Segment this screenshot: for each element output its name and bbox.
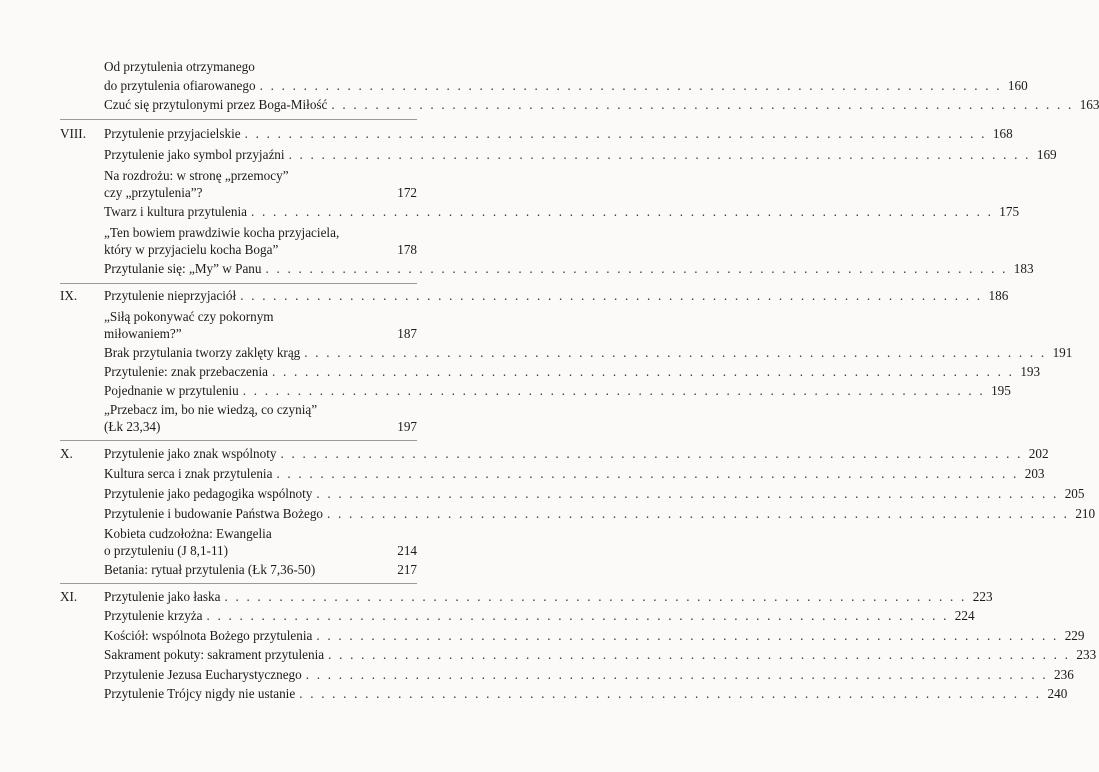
toc-entry-page: 178 bbox=[397, 242, 417, 257]
dot-leader bbox=[306, 666, 1048, 683]
toc-entry bbox=[104, 363, 1041, 380]
toc-entry-title: Przytulenie jako łaska bbox=[104, 589, 221, 604]
toc-entry-page: 183 bbox=[1013, 261, 1034, 276]
toc-entry-title: Pojednanie w przytuleniu bbox=[104, 383, 239, 398]
toc-entry bbox=[104, 125, 1013, 142]
toc-entry-title: Przytulenie jako znak wspólnoty bbox=[104, 446, 277, 461]
toc-entry-title: Kobieta cudzołożna: Ewangelia bbox=[104, 526, 272, 541]
toc-entry bbox=[104, 445, 1049, 462]
toc-entry-page: 229 bbox=[1064, 628, 1085, 643]
toc-entry-page: 187 bbox=[397, 326, 417, 341]
toc-entry bbox=[104, 146, 1057, 163]
toc-entry-title: Przytulenie nieprzyjaciół bbox=[104, 288, 237, 303]
toc-entry-page: 203 bbox=[1024, 466, 1045, 481]
toc-entry bbox=[104, 241, 417, 258]
toc-entry bbox=[104, 308, 417, 325]
toc-entry bbox=[104, 260, 1034, 277]
toc-entry-page: 240 bbox=[1047, 686, 1068, 701]
toc-entry-page: 163 bbox=[1079, 97, 1099, 112]
toc-entry-title: Przytulenie krzyża bbox=[104, 608, 203, 623]
toc-entry bbox=[104, 525, 417, 542]
toc-entry-page: 175 bbox=[999, 204, 1020, 219]
toc-entry-title: Twarz i kultura przytulenia bbox=[104, 204, 247, 219]
toc-entry-title: do przytulenia ofiarowanego bbox=[104, 78, 256, 93]
toc-entry-page: 210 bbox=[1075, 506, 1096, 521]
toc-entry bbox=[104, 344, 1073, 361]
dot-leader bbox=[207, 607, 949, 624]
toc-entry-title: Przytulenie: znak przebaczenia bbox=[104, 364, 269, 379]
toc-entry-page: 202 bbox=[1028, 446, 1049, 461]
section-divider bbox=[60, 119, 417, 120]
toc-entry-title: „Siłą pokonywać czy pokornym bbox=[104, 309, 274, 324]
toc-entry bbox=[104, 465, 1045, 482]
toc-entry-title: Przytulenie Jezusa Eucharystycznego bbox=[104, 667, 302, 682]
toc-entry-title: Przytulenie i budowanie Państwa Bożego bbox=[104, 506, 324, 521]
toc-entry-title: „Ten bowiem prawdziwie kocha przyjaciela, bbox=[104, 225, 340, 240]
toc-entry bbox=[104, 224, 417, 241]
section-divider bbox=[60, 440, 417, 441]
toc-entry-title: czy „przytulenia”? bbox=[104, 185, 203, 200]
toc-entry-page: 197 bbox=[397, 419, 417, 434]
chapter-number: VIII. bbox=[60, 126, 86, 141]
toc-entry bbox=[104, 77, 1028, 94]
toc-entry-title: Czuć się przytulonymi przez Boga-Miłość bbox=[104, 97, 328, 112]
toc-entry-page: 224 bbox=[954, 608, 975, 623]
toc-entry bbox=[104, 418, 417, 435]
toc-entry bbox=[104, 325, 417, 342]
dot-leader bbox=[289, 146, 1031, 163]
toc-entry-title: Betania: rytuał przytulenia (Łk 7,36-50) bbox=[104, 562, 316, 577]
toc-entry bbox=[104, 401, 417, 418]
toc-entry bbox=[104, 685, 1068, 702]
toc-entry bbox=[104, 505, 1096, 522]
chapter-number: X. bbox=[60, 446, 73, 461]
toc-entry-title: o przytuleniu (J 8,1-11) bbox=[104, 543, 229, 558]
toc-entry-page: 168 bbox=[992, 126, 1013, 141]
dot-leader bbox=[265, 260, 1007, 277]
toc-entry-page: 217 bbox=[397, 562, 417, 577]
toc-entry-title: Przytulanie się: „My” w Panu bbox=[104, 261, 262, 276]
toc-entry bbox=[104, 485, 1085, 502]
toc-entry bbox=[104, 542, 417, 559]
dot-leader bbox=[328, 646, 1070, 663]
dot-leader bbox=[224, 588, 966, 605]
dot-leader bbox=[243, 382, 985, 399]
toc-entry-page: 172 bbox=[397, 185, 417, 200]
toc-entry bbox=[104, 646, 1097, 663]
dot-leader bbox=[260, 77, 1002, 94]
dot-leader bbox=[299, 685, 1041, 702]
toc-entry bbox=[104, 561, 417, 578]
toc-entry-page: 223 bbox=[972, 589, 993, 604]
toc-entry bbox=[104, 287, 1009, 304]
toc-entry-title: Przytulenie przyjacielskie bbox=[104, 126, 241, 141]
toc-entry-page: 214 bbox=[397, 543, 417, 558]
toc-entry-title: Przytulenie Trójcy nigdy nie ustanie bbox=[104, 686, 296, 701]
dot-leader bbox=[304, 344, 1046, 361]
dot-leader bbox=[281, 445, 1023, 462]
toc-entry-title: który w przyjacielu kocha Boga” bbox=[104, 242, 279, 257]
section-divider bbox=[60, 583, 417, 584]
dot-leader bbox=[316, 627, 1058, 644]
toc-entry-page: 193 bbox=[1020, 364, 1041, 379]
toc-entry-title: Kościół: wspólnota Bożego przytulenia bbox=[104, 628, 313, 643]
toc-entry-title: (Łk 23,34) bbox=[104, 419, 161, 434]
toc-entry bbox=[104, 96, 1099, 113]
toc-entry bbox=[104, 627, 1085, 644]
toc-entry-page: 236 bbox=[1054, 667, 1074, 682]
toc-entry bbox=[104, 203, 1020, 220]
toc-entry-page: 233 bbox=[1076, 647, 1097, 662]
dot-leader bbox=[251, 203, 993, 220]
section-divider bbox=[60, 283, 417, 284]
chapter-number: IX. bbox=[60, 288, 78, 303]
dot-leader bbox=[327, 505, 1069, 522]
toc-entry-title: Brak przytulania tworzy zaklęty krąg bbox=[104, 345, 301, 360]
toc-entry-title: miłowaniem?” bbox=[104, 326, 182, 341]
dot-leader bbox=[316, 485, 1058, 502]
toc-entry-title: Kultura serca i znak przytulenia bbox=[104, 466, 273, 481]
toc-entry bbox=[104, 666, 1074, 683]
dot-leader bbox=[240, 287, 982, 304]
dot-leader bbox=[331, 96, 1073, 113]
toc-entry-title: Od przytulenia otrzymanego bbox=[104, 59, 255, 74]
toc-entry-title: „Przebacz im, bo nie wiedzą, co czynią” bbox=[104, 402, 318, 417]
toc-entry bbox=[104, 607, 975, 624]
toc-entry bbox=[104, 382, 1011, 399]
toc-entry-title: Na rozdrożu: w stronę „przemocy” bbox=[104, 168, 289, 183]
toc-entry-page: 160 bbox=[1007, 78, 1028, 93]
toc-entry-page: 195 bbox=[991, 383, 1011, 398]
chapter-number: XI. bbox=[60, 589, 78, 604]
toc-entry bbox=[104, 167, 417, 184]
toc-entry-title: Przytulenie jako symbol przyjaźni bbox=[104, 147, 285, 162]
toc-entry-page: 191 bbox=[1052, 345, 1073, 360]
toc-entry bbox=[104, 588, 993, 605]
toc-entry-page: 205 bbox=[1064, 486, 1085, 501]
toc-entry-page: 186 bbox=[988, 288, 1009, 303]
toc-entry-title: Przytulenie jako pedagogika wspólnoty bbox=[104, 486, 313, 501]
toc-entry-title: Sakrament pokuty: sakrament przytulenia bbox=[104, 647, 325, 662]
toc-entry bbox=[104, 58, 417, 75]
dot-leader bbox=[272, 363, 1014, 380]
toc-entry-page: 169 bbox=[1036, 147, 1057, 162]
dot-leader bbox=[276, 465, 1018, 482]
toc-entry bbox=[104, 184, 417, 201]
dot-leader bbox=[245, 125, 987, 142]
